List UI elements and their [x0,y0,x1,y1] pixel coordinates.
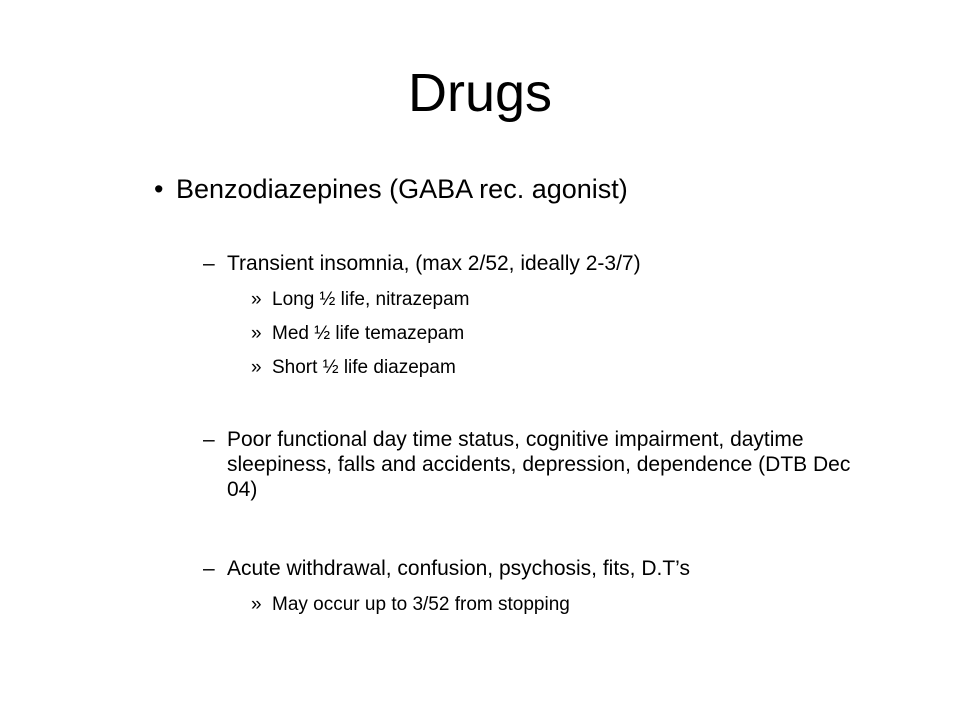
sub-sub-item-text: Long ½ life, nitrazepam [272,289,470,310]
chevron-marker: » [251,357,262,378]
sub-sub-item-text: Short ½ life diazepam [272,357,456,378]
chevron-marker: » [251,323,262,344]
sub-item-text: Transient insomnia, (max 2/52, ideally 2-3/7) [227,252,641,275]
sub-item-text: Acute withdrawal, confusion, psychosis, fits, D.T’s [227,557,690,580]
sub-item-text: Poor functional day time status, cognitive impairment, daytime sleepiness, falls and accidents, depression, dependence (DTB Dec 04) [227,428,851,501]
bullet-marker: • [154,174,164,204]
sub-sub-item-text: Med ½ life temazepam [272,323,465,344]
bullet-text: Benzodiazepines (GABA rec. agonist) [176,174,628,204]
dash-marker: – [203,557,215,580]
chevron-marker: » [251,594,262,615]
dash-marker: – [203,252,215,275]
dash-marker: – [203,428,215,451]
sub-sub-item-text: May occur up to 3/52 from stopping [272,594,570,615]
slide-title: Drugs [407,63,553,123]
chevron-marker: » [251,289,262,310]
